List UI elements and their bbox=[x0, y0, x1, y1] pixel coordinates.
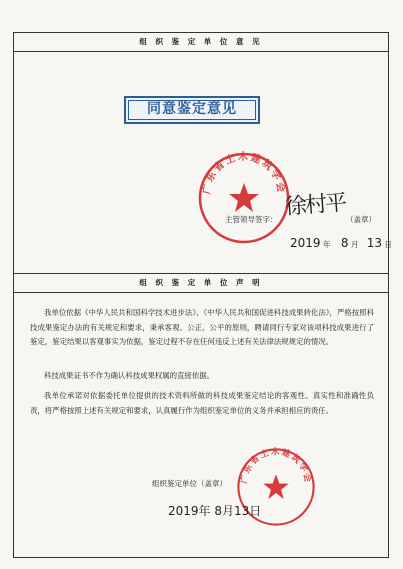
handwritten-signature: 徐村平 bbox=[284, 190, 346, 220]
section-header-opinion: 组 织 鉴 定 单 位 意 见 bbox=[13, 32, 389, 52]
declaration-paragraph-1: 我单位依据《中华人民共和国科学技术进步法》、《中华人民共和国促进科技成果转化法》，严格按照科技成果鉴定办法的有关规定和要求，秉承客观、公正、公平的原则，聘请同行专家对该项科技成果进行了鉴定，鉴定结果以客观事实为依据，鉴定过程不存在任何违反上述有关法律法规规定的情况。 bbox=[30, 308, 374, 346]
approval-date bbox=[290, 236, 392, 250]
declaration-date: 2019年 8月13日 bbox=[168, 504, 262, 518]
approval-stamp bbox=[124, 96, 260, 124]
date-day-suffix: 日 bbox=[384, 240, 392, 249]
organization-seal-label: 组织鉴定单位（盖章） bbox=[152, 479, 227, 488]
date-month: 8 bbox=[340, 236, 349, 250]
date-day: 13 bbox=[366, 236, 383, 250]
date-month-suffix: 月 bbox=[350, 240, 359, 249]
organization-seal-top bbox=[196, 150, 292, 246]
declaration-paragraph-3: 我单位承诺对依据委托单位提供的技术资料所做的科技成果鉴定结论的客观性、真实性和准确性负责，将严格按照上述有关规定和要求，认真履行作为组织鉴定单位的义务并承担相应的责任。 bbox=[30, 391, 374, 415]
approval-stamp-text: 同意鉴定意见 bbox=[147, 101, 237, 117]
seal-top-text: 广东省土木建筑学会 bbox=[201, 151, 287, 195]
date-year: 2019 bbox=[290, 236, 321, 250]
seal-bottom-text: 广东省土木建筑学会 bbox=[239, 447, 313, 485]
section-header-declaration: 组 织 鉴 定 单 位 声 明 bbox=[13, 273, 389, 293]
declaration-paragraph-2: 科技成果证书不作为确认科技成果权属的直接依据。 bbox=[44, 371, 214, 380]
date-year-suffix: 年 bbox=[322, 240, 331, 249]
seal-label: （盖章） bbox=[346, 215, 376, 224]
supervisor-signature-label: 主管领导签字： bbox=[225, 215, 278, 224]
